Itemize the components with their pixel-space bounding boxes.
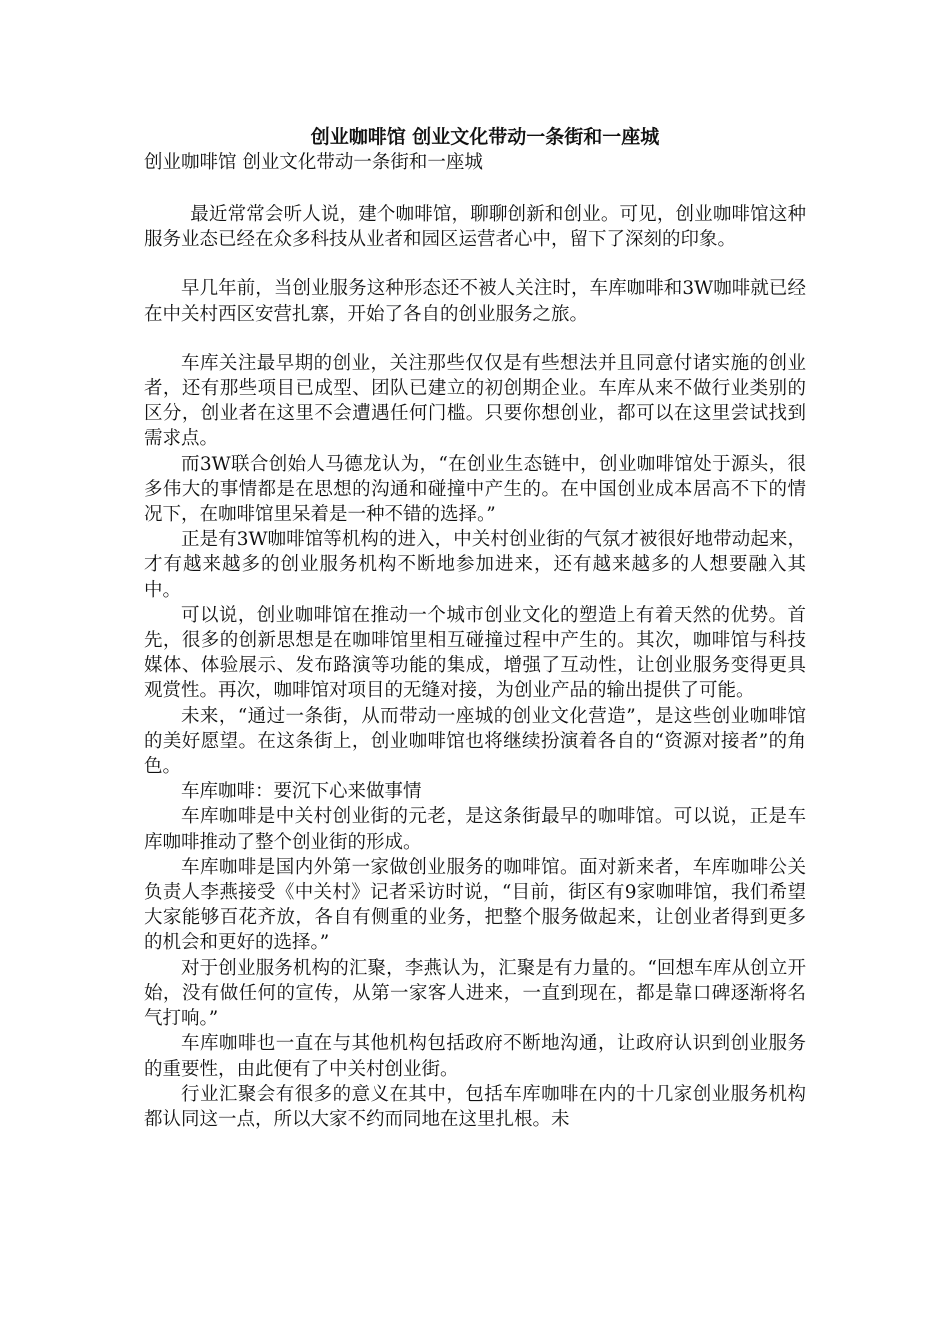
paragraph-10: 对于创业服务机构的汇聚，李燕认为，汇聚是有力量的。“回想车库从创立开始，没有做任何的宣传，从第一家客人进来，一直到现在，都是靠口碑逐渐将名气打响。” [144, 957, 806, 1030]
paragraph-1: 最近常常会听人说，建个咖啡馆，聊聊创新和创业。可见，创业咖啡馆这种服务业态已经在众多科技从业者和园区运营者心中，留下了深刻的印象。 [144, 204, 806, 251]
paragraph-8: 车库咖啡是中关村创业街的元老，是这条街最早的咖啡馆。可以说，正是车库咖啡推动了整个创业街的形成。 [144, 806, 806, 853]
document-subtitle: 创业咖啡馆 创业文化带动一条街和一座城 [144, 152, 483, 173]
paragraph-5: 正是有3W咖啡馆等机构的进入，中关村创业街的气氛才被很好地带动起来，才有越来越多的创业服务机构不断地参加进来，还有越来越多的人想要融入其中。 [144, 529, 806, 601]
paragraph-12: 行业汇聚会有很多的意义在其中，包括车库咖啡在内的十几家创业服务机构都认同这一点，所以大家不约而同地在这里扎根。未 [144, 1083, 806, 1130]
document-title: 创业咖啡馆 创业文化带动一条街和一座城 [310, 126, 660, 148]
paragraph-9: 车库咖啡是国内外第一家做创业服务的咖啡馆。面对新来者，车库咖啡公关负责人李燕接受《中关村》记者采访时说，“目前，街区有9家咖啡馆，我们希望大家能够百花齐放，各自有侧重的业务，把整个服务做起来，让创业者得到更多的机会和更好的选择。” [144, 856, 806, 954]
paragraph-4: 而3W联合创始人马德龙认为，“在创业生态链中，创业咖啡馆处于源头，很多伟大的事情都是在思想的沟通和碰撞中产生的。在中国创业成本居高不下的情况下，在咖啡馆里呆着是一种不错的选择。” [144, 453, 806, 526]
paragraph-7: 未来，“通过一条街，从而带动一座城的创业文化营造”，是这些创业咖啡馆的美好愿望。在这条街上，创业咖啡馆也将继续扮演着各自的“资源对接者”的角色。 [144, 705, 806, 778]
paragraph-6: 可以说，创业咖啡馆在推动一个城市创业文化的塑造上有着天然的优势。首先，很多的创新思想是在咖啡馆里相互碰撞过程中产生的。其次，咖啡馆与科技媒体、体验展示、发布路演等功能的集成，增强了互动性，让创业服务变得更具观赏性。再次，咖啡馆对项目的无缝对接，为创业产品的输出提供了可能。 [144, 604, 806, 702]
section-heading: 车库咖啡：要沉下心来做事情 [181, 781, 422, 803]
paragraph-2: 早几年前，当创业服务这种形态还不被人关注时，车库咖啡和3W咖啡就已经在中关村西区安营扎寨，开始了各自的创业服务之旅。 [144, 278, 806, 325]
paragraph-11: 车库咖啡也一直在与其他机构包括政府不断地沟通，让政府认识到创业服务的重要性，由此便有了中关村创业街。 [144, 1033, 806, 1080]
document-page [144, 124, 806, 1132]
paragraph-3: 车库关注最早期的创业，关注那些仅仅是有些想法并且同意付诸实施的创业者，还有那些项目已成型、团队已建立的初创期企业。车库从来不做行业类别的区分，创业者在这里不会遭遇任何门槛。只要你想创业，都可以在这里尝试找到需求点。 [144, 352, 806, 450]
